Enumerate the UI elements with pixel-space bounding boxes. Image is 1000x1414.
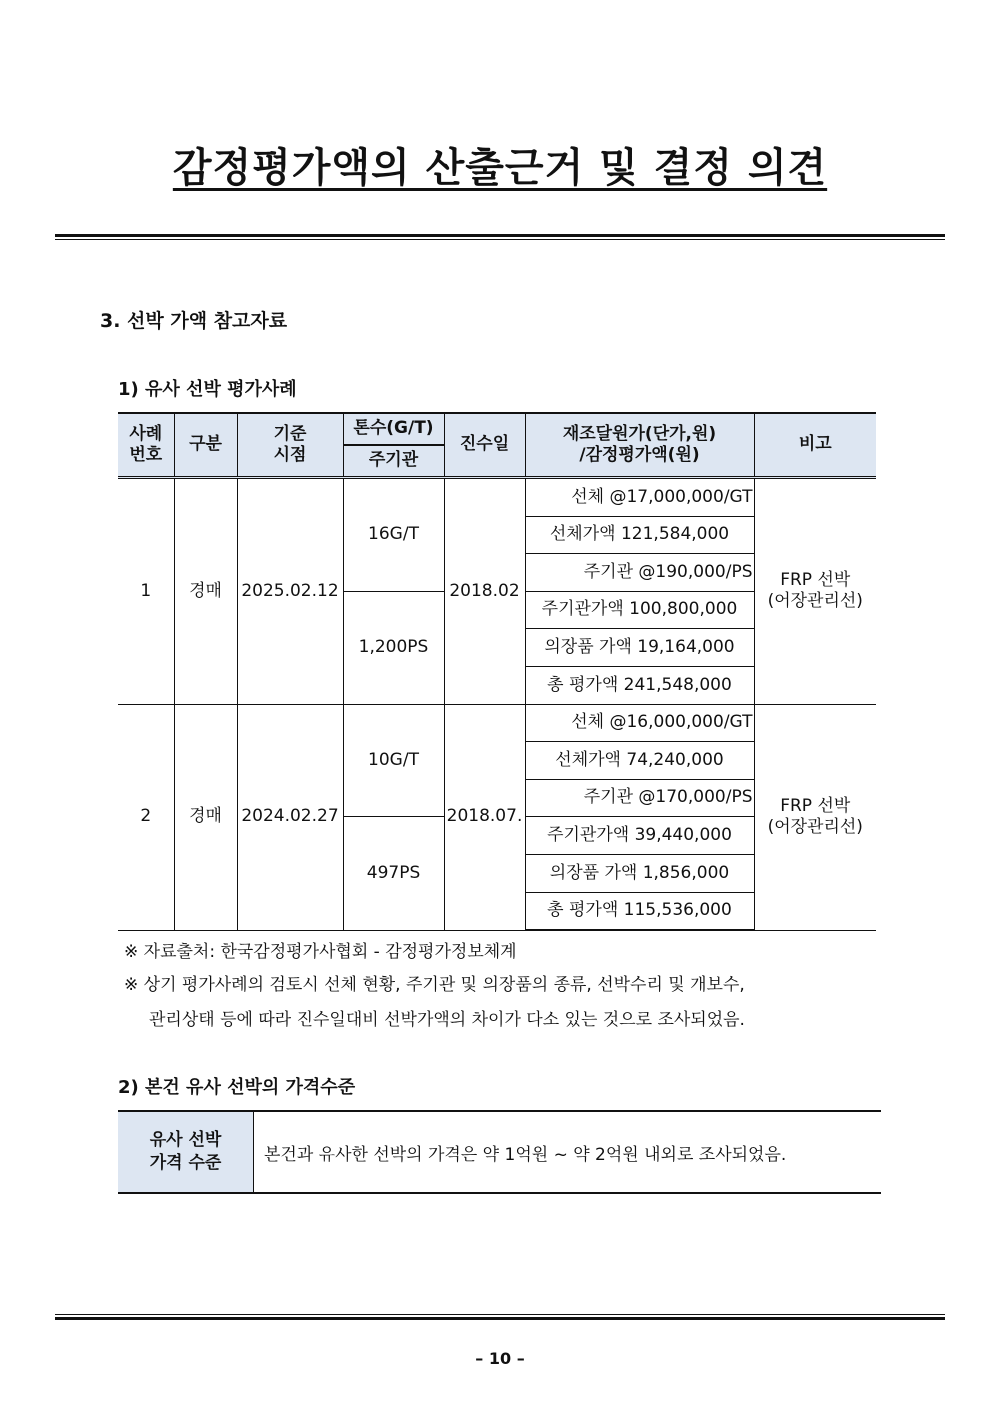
case-number: 1 xyxy=(118,478,174,705)
note-source: ※ 자료출처: 한국감정평가사협회 - 감정평가정보체계 xyxy=(124,942,517,962)
table-row xyxy=(118,704,876,742)
cost-value: 선체가액 121,584,000 xyxy=(525,516,754,554)
cost-value: 주기관가액 39,440,000 xyxy=(525,817,754,855)
cost-value: 총 평가액 115,536,000 xyxy=(525,892,754,930)
case-launch-date: 2018.02 xyxy=(444,478,525,705)
top-rule-thin xyxy=(55,239,945,240)
case-base-date: 2024.02.27 xyxy=(237,704,343,930)
case-remarks: FRP 선박 (어장관리선) xyxy=(754,704,876,930)
cost-value: 주기관 @170,000/PS xyxy=(525,779,754,817)
header-tonnage: 톤수(G/T) xyxy=(343,413,444,445)
case-tonnage: 16G/T xyxy=(343,478,444,592)
header-main-engine: 주기관 xyxy=(343,445,444,478)
note-review-continued: 관리상태 등에 따라 진수일대비 선박가액의 차이가 다소 있는 것으로 조사되었음. xyxy=(149,1010,745,1030)
header-remarks: 비고 xyxy=(754,413,876,478)
cost-value: 주기관 @190,000/PS xyxy=(525,554,754,592)
price-level-table xyxy=(118,1110,881,1194)
page-number: – 10 – xyxy=(475,1349,525,1368)
header-base-date: 기준 시점 xyxy=(237,413,343,478)
cost-value: 의장품 가액 1,856,000 xyxy=(525,854,754,892)
table-row xyxy=(118,478,876,517)
cost-value: 선체가액 74,240,000 xyxy=(525,742,754,780)
subsection-heading-cases: 1) 유사 선박 평가사례 xyxy=(118,379,297,400)
case-number: 2 xyxy=(118,704,174,930)
cost-value: 의장품 가액 19,164,000 xyxy=(525,629,754,667)
header-case-no: 사례 번호 xyxy=(118,413,174,478)
case-main-engine: 1,200PS xyxy=(343,591,444,704)
cost-value: 주기관가액 100,800,000 xyxy=(525,591,754,629)
cost-value: 선체 @17,000,000/GT xyxy=(525,478,754,517)
price-level-text: 본건과 유사한 선박의 가격은 약 1억원 ~ 약 2억원 내외로 조사되었음. xyxy=(254,1111,882,1193)
appraisal-cases-table xyxy=(118,412,876,931)
bottom-rule-thin xyxy=(55,1314,945,1315)
cost-value: 선체 @16,000,000/GT xyxy=(525,704,754,742)
top-rule-thick xyxy=(55,234,945,237)
case-type: 경매 xyxy=(174,478,237,705)
section-heading: 3. 선박 가액 참고자료 xyxy=(100,310,288,332)
header-launch-date: 진수일 xyxy=(444,413,525,478)
price-level-label: 유사 선박 가격 수준 xyxy=(118,1111,254,1193)
case-base-date: 2025.02.12 xyxy=(237,478,343,705)
case-type: 경매 xyxy=(174,704,237,930)
header-cost: 재조달원가(단가,원) /감정평가액(원) xyxy=(525,413,754,478)
case-launch-date: 2018.07. xyxy=(444,704,525,930)
subsection-heading-price-level: 2) 본건 유사 선박의 가격수준 xyxy=(118,1077,356,1098)
header-type: 구분 xyxy=(174,413,237,478)
bottom-rule-thick xyxy=(55,1317,945,1320)
cost-value: 총 평가액 241,548,000 xyxy=(525,666,754,704)
note-review: ※ 상기 평가사례의 검토시 선체 현황, 주기관 및 의장품의 종류, 선박수리 및 개보수, xyxy=(124,975,745,995)
case-main-engine: 497PS xyxy=(343,817,444,930)
case-remarks: FRP 선박 (어장관리선) xyxy=(754,478,876,705)
case-tonnage: 10G/T xyxy=(343,704,444,817)
page-title: 감정평가액의 산출근거 및 결정 의견 xyxy=(172,145,828,191)
